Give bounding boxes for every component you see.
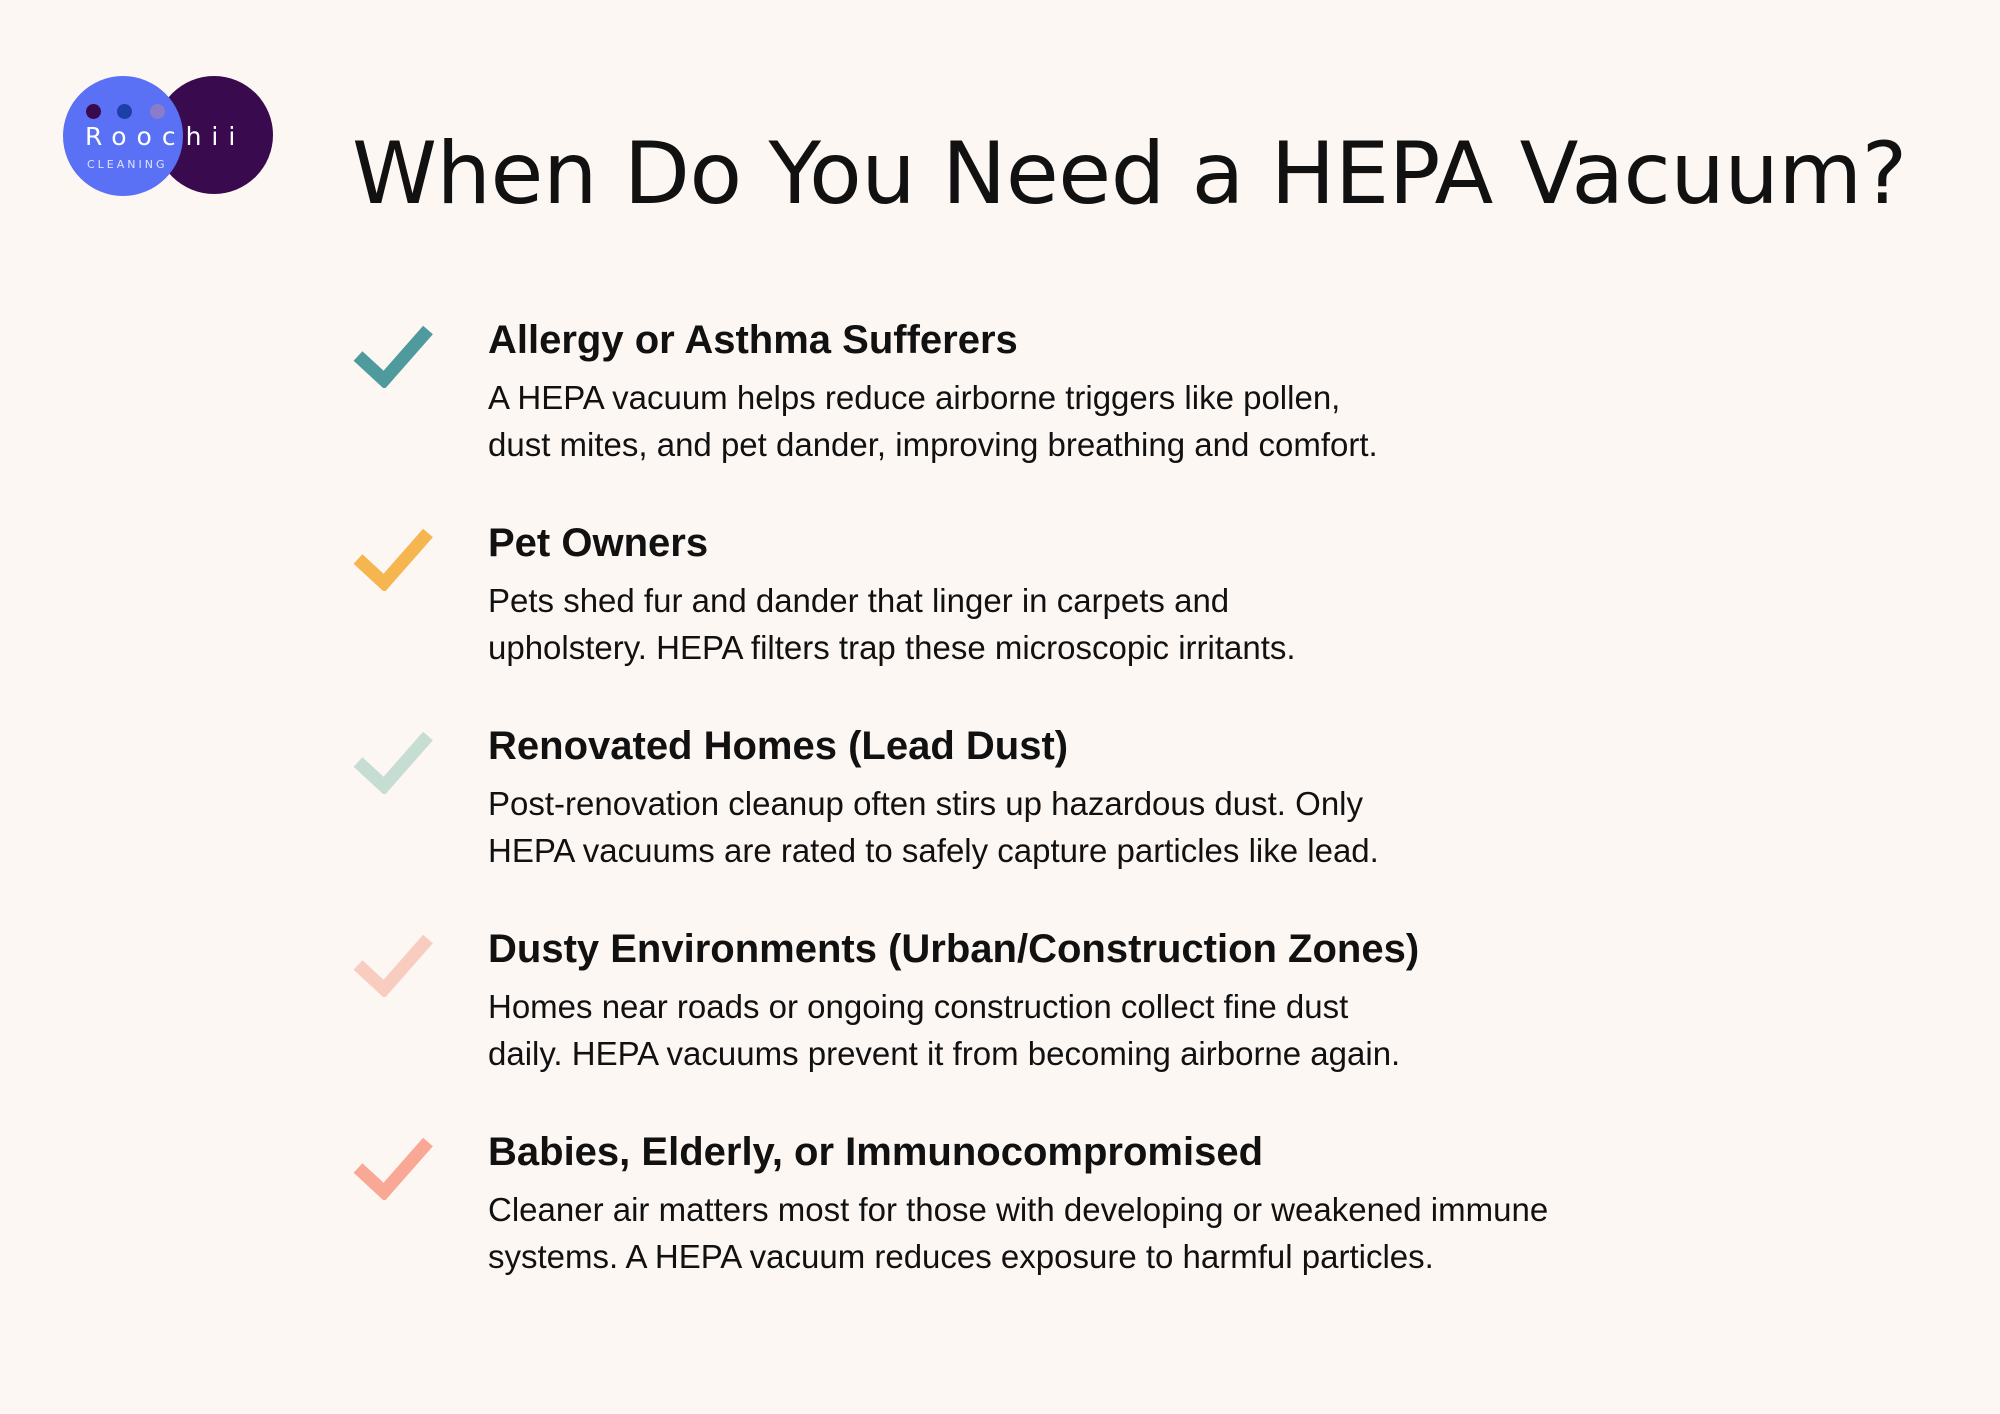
description-line: HEPA vacuums are rated to safely capture particles like lead.: [488, 832, 1379, 869]
description-line: systems. A HEPA vacuum reduces exposure to harmful particles.: [488, 1238, 1434, 1275]
item-description: [488, 1186, 1718, 1280]
description-line: Homes near roads or ongoing construction collect fine dust: [488, 988, 1349, 1025]
logo-wordmark: Roochii: [85, 122, 246, 151]
item-description: [488, 780, 1718, 874]
description-line: dust mites, and pet dander, improving breathing and comfort.: [488, 426, 1378, 463]
list-item-dusty-environments: [352, 927, 1752, 1097]
item-heading: Dusty Environments (Urban/Construction Zones): [488, 927, 1420, 971]
check-icon: [352, 927, 434, 997]
list-item-babies-elderly: [352, 1130, 1752, 1300]
item-heading: Renovated Homes (Lead Dust): [488, 724, 1069, 768]
list-item-pet-owners: [352, 521, 1752, 691]
description-line: daily. HEPA vacuums prevent it from becoming airborne again.: [488, 1035, 1401, 1072]
list-item-allergy: [352, 318, 1752, 488]
item-description: [488, 374, 1718, 468]
description-line: A HEPA vacuum helps reduce airborne triggers like pollen,: [488, 379, 1341, 416]
page-title: When Do You Need a HEPA Vacuum?: [352, 124, 1907, 224]
check-icon: [352, 1130, 434, 1200]
description-line: Cleaner air matters most for those with developing or weakened immune: [488, 1191, 1549, 1228]
item-description: [488, 577, 1718, 671]
item-heading: Babies, Elderly, or Immunocompromised: [488, 1130, 1263, 1174]
check-icon: [352, 521, 434, 591]
description-line: Pets shed fur and dander that linger in carpets and: [488, 582, 1230, 619]
check-icon: [352, 318, 434, 388]
check-icon: [352, 724, 434, 794]
logo-dot: [117, 104, 132, 119]
logo-dot: [150, 104, 165, 119]
description-line: upholstery. HEPA filters trap these microscopic irritants.: [488, 629, 1296, 666]
logo-tagline: CLEANING: [87, 158, 168, 171]
logo-dot: [86, 104, 101, 119]
item-description: [488, 983, 1718, 1077]
description-line: Post-renovation cleanup often stirs up hazardous dust. Only: [488, 785, 1363, 822]
logo: [63, 76, 273, 196]
list-item-renovated-homes: [352, 724, 1752, 894]
item-heading: Allergy or Asthma Sufferers: [488, 318, 1018, 362]
item-heading: Pet Owners: [488, 521, 709, 565]
